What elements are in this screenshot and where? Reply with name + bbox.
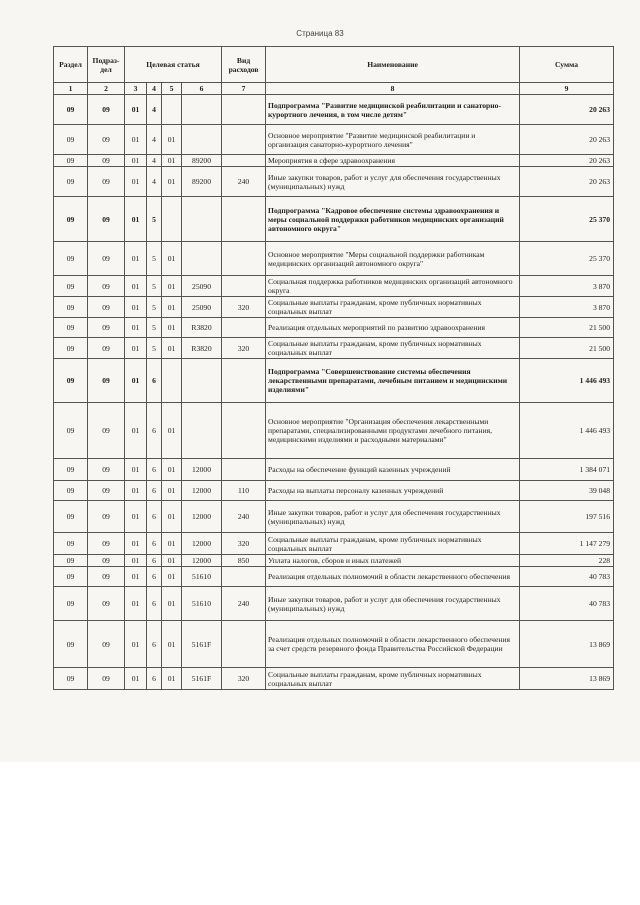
cell-target-event: 01 [162, 481, 182, 501]
cell-target-subprogram: 5 [147, 338, 162, 359]
cell-target-subprogram: 5 [147, 318, 162, 338]
cell-target-subprogram: 5 [147, 276, 162, 297]
cell-sum: 20 263 [520, 155, 614, 167]
cell-vid-raskhodov [222, 242, 266, 276]
cell-razdel: 09 [54, 587, 88, 621]
cell-name: Подпрограмма "Совершенствование системы обеспечения лекарственными препаратами, лечебным питанием и медицинскими изделиями" [266, 359, 520, 403]
cell-name: Основное мероприятие "Меры социальной поддержки работникам медицинских организаций автономного округа" [266, 242, 520, 276]
cell-vid-raskhodov [222, 197, 266, 242]
cell-podrazdel: 09 [88, 125, 125, 155]
cell-name: Иные закупки товаров, работ и услуг для обеспечения государственных (муниципальных) нужд [266, 167, 520, 197]
cell-name: Расходы на обеспечение функций казенных учреждений [266, 459, 520, 481]
header-sum: Сумма [520, 47, 614, 83]
table-row [54, 567, 614, 587]
cell-vid-raskhodov [222, 95, 266, 125]
table-row [54, 359, 614, 403]
column-number-row [54, 83, 614, 95]
cell-target-direction [182, 95, 222, 125]
cell-razdel: 09 [54, 555, 88, 567]
cell-podrazdel: 09 [88, 155, 125, 167]
cell-target-event: 01 [162, 587, 182, 621]
cell-vid-raskhodov: 320 [222, 668, 266, 690]
table-row [54, 155, 614, 167]
cell-razdel: 09 [54, 155, 88, 167]
cell-target-subprogram: 6 [147, 621, 162, 668]
cell-target-direction: 12000 [182, 555, 222, 567]
cell-target-event: 01 [162, 318, 182, 338]
cell-target-program: 01 [125, 318, 147, 338]
cell-sum: 21 500 [520, 338, 614, 359]
cell-vid-raskhodov [222, 318, 266, 338]
cell-vid-raskhodov: 240 [222, 167, 266, 197]
cell-target-program: 01 [125, 459, 147, 481]
cell-target-subprogram: 6 [147, 459, 162, 481]
table-row [54, 297, 614, 318]
table-row [54, 403, 614, 459]
col-number: 5 [162, 83, 182, 95]
col-number: 6 [182, 83, 222, 95]
cell-target-program: 01 [125, 668, 147, 690]
table-row [54, 125, 614, 155]
cell-name: Социальные выплаты гражданам, кроме публичных нормативных социальных выплат [266, 668, 520, 690]
cell-target-direction: 12000 [182, 459, 222, 481]
cell-target-event: 01 [162, 167, 182, 197]
cell-target-program: 01 [125, 621, 147, 668]
page-number-label: Страница 83 [296, 29, 344, 38]
cell-podrazdel: 09 [88, 668, 125, 690]
col-number: 9 [520, 83, 614, 95]
table-row [54, 501, 614, 533]
cell-razdel: 09 [54, 242, 88, 276]
cell-target-event: 01 [162, 155, 182, 167]
cell-target-subprogram: 6 [147, 567, 162, 587]
cell-razdel: 09 [54, 276, 88, 297]
cell-target-program: 01 [125, 359, 147, 403]
cell-target-program: 01 [125, 481, 147, 501]
col-number: 8 [266, 83, 520, 95]
cell-vid-raskhodov [222, 125, 266, 155]
col-number: 3 [125, 83, 147, 95]
cell-target-direction: 25090 [182, 297, 222, 318]
cell-target-event [162, 197, 182, 242]
table-row [54, 167, 614, 197]
cell-name: Основное мероприятие "Организация обеспечения лекарственными препаратами, специализированными продуктами лечебного питания, медицинскими изделиями и расходными материалами" [266, 403, 520, 459]
cell-target-direction: R3820 [182, 318, 222, 338]
cell-target-event: 01 [162, 555, 182, 567]
col-number: 1 [54, 83, 88, 95]
cell-target-direction [182, 242, 222, 276]
cell-razdel: 09 [54, 459, 88, 481]
cell-razdel: 09 [54, 125, 88, 155]
cell-target-subprogram: 6 [147, 481, 162, 501]
col-number: 2 [88, 83, 125, 95]
cell-target-program: 01 [125, 125, 147, 155]
cell-target-subprogram: 5 [147, 297, 162, 318]
cell-sum: 1 147 279 [520, 533, 614, 555]
cell-target-program: 01 [125, 276, 147, 297]
cell-razdel: 09 [54, 318, 88, 338]
table-header-row [54, 47, 614, 83]
cell-podrazdel: 09 [88, 567, 125, 587]
cell-name: Подпрограмма "Развитие медицинской реабилитации и санаторно-курортного лечения, в том числе детям" [266, 95, 520, 125]
cell-sum: 39 048 [520, 481, 614, 501]
cell-target-event: 01 [162, 403, 182, 459]
cell-target-direction [182, 359, 222, 403]
cell-razdel: 09 [54, 197, 88, 242]
cell-target-program: 01 [125, 403, 147, 459]
cell-target-event [162, 95, 182, 125]
cell-podrazdel: 09 [88, 501, 125, 533]
cell-sum: 228 [520, 555, 614, 567]
cell-sum: 25 370 [520, 197, 614, 242]
cell-target-subprogram: 6 [147, 555, 162, 567]
cell-target-program: 01 [125, 555, 147, 567]
cell-podrazdel: 09 [88, 276, 125, 297]
cell-target-direction: 12000 [182, 501, 222, 533]
cell-vid-raskhodov: 240 [222, 587, 266, 621]
cell-razdel: 09 [54, 403, 88, 459]
cell-podrazdel: 09 [88, 533, 125, 555]
cell-podrazdel: 09 [88, 167, 125, 197]
cell-vid-raskhodov: 320 [222, 338, 266, 359]
cell-sum: 1 446 493 [520, 403, 614, 459]
cell-sum: 1 384 071 [520, 459, 614, 481]
col-number: 7 [222, 83, 266, 95]
cell-target-program: 01 [125, 587, 147, 621]
cell-sum: 13 869 [520, 668, 614, 690]
cell-podrazdel: 09 [88, 403, 125, 459]
table-row [54, 668, 614, 690]
cell-name: Подпрограмма "Кадровое обеспечение системы здравоохранения и меры социальной поддержки работников медицинских организаций автономного округа" [266, 197, 520, 242]
header-podrazdel: Подраз-дел [88, 47, 125, 83]
cell-sum: 1 446 493 [520, 359, 614, 403]
cell-target-subprogram: 4 [147, 155, 162, 167]
col-number: 4 [147, 83, 162, 95]
table-row [54, 555, 614, 567]
cell-name: Основное мероприятие "Развитие медицинской реабилитации и организация санаторно-курортного лечения" [266, 125, 520, 155]
cell-sum: 20 263 [520, 95, 614, 125]
cell-target-subprogram: 5 [147, 242, 162, 276]
cell-sum: 3 870 [520, 276, 614, 297]
cell-podrazdel: 09 [88, 297, 125, 318]
cell-target-event: 01 [162, 242, 182, 276]
cell-sum: 20 263 [520, 125, 614, 155]
table-row [54, 587, 614, 621]
cell-target-event: 01 [162, 276, 182, 297]
cell-vid-raskhodov [222, 403, 266, 459]
cell-name: Реализация отдельных полномочий в области лекарственного обеспечения [266, 567, 520, 587]
cell-target-event: 01 [162, 459, 182, 481]
cell-vid-raskhodov [222, 621, 266, 668]
header-name: Наименование [266, 47, 520, 83]
cell-name: Иные закупки товаров, работ и услуг для обеспечения государственных (муниципальных) нужд [266, 501, 520, 533]
cell-target-event: 01 [162, 338, 182, 359]
table-row [54, 621, 614, 668]
cell-podrazdel: 09 [88, 242, 125, 276]
cell-podrazdel: 09 [88, 95, 125, 125]
cell-target-event: 01 [162, 501, 182, 533]
cell-target-direction: 25090 [182, 276, 222, 297]
cell-target-program: 01 [125, 242, 147, 276]
cell-razdel: 09 [54, 668, 88, 690]
cell-sum: 25 370 [520, 242, 614, 276]
cell-target-subprogram: 6 [147, 668, 162, 690]
cell-target-subprogram: 6 [147, 359, 162, 403]
cell-target-subprogram: 6 [147, 403, 162, 459]
cell-vid-raskhodov: 240 [222, 501, 266, 533]
cell-name: Социальные выплаты гражданам, кроме публичных нормативных социальных выплат [266, 297, 520, 318]
table-body [54, 95, 614, 690]
table-row [54, 533, 614, 555]
cell-vid-raskhodov: 320 [222, 297, 266, 318]
cell-vid-raskhodov: 850 [222, 555, 266, 567]
cell-vid-raskhodov [222, 567, 266, 587]
cell-podrazdel: 09 [88, 587, 125, 621]
cell-sum: 40 783 [520, 587, 614, 621]
cell-name: Мероприятия в сфере здравоохранения [266, 155, 520, 167]
cell-podrazdel: 09 [88, 318, 125, 338]
cell-vid-raskhodov [222, 155, 266, 167]
table-row [54, 318, 614, 338]
cell-razdel: 09 [54, 167, 88, 197]
cell-target-direction [182, 197, 222, 242]
cell-name: Реализация отдельных полномочий в области лекарственного обеспечения за счет средств резервного фонда Правительства Российской Федерации [266, 621, 520, 668]
cell-target-program: 01 [125, 533, 147, 555]
cell-razdel: 09 [54, 95, 88, 125]
cell-razdel: 09 [54, 567, 88, 587]
table-row [54, 481, 614, 501]
cell-target-program: 01 [125, 167, 147, 197]
cell-podrazdel: 09 [88, 459, 125, 481]
cell-target-direction [182, 125, 222, 155]
cell-sum: 197 516 [520, 501, 614, 533]
cell-vid-raskhodov [222, 276, 266, 297]
table-row [54, 95, 614, 125]
cell-target-program: 01 [125, 197, 147, 242]
cell-target-event: 01 [162, 621, 182, 668]
cell-target-direction: 12000 [182, 533, 222, 555]
cell-sum: 40 783 [520, 567, 614, 587]
cell-target-event: 01 [162, 668, 182, 690]
table-row [54, 338, 614, 359]
table-row [54, 276, 614, 297]
cell-target-event: 01 [162, 297, 182, 318]
cell-target-event: 01 [162, 567, 182, 587]
cell-target-subprogram: 4 [147, 167, 162, 197]
cell-razdel: 09 [54, 621, 88, 668]
cell-name: Реализация отдельных мероприятий по развитию здравоохранения [266, 318, 520, 338]
cell-target-direction: 12000 [182, 481, 222, 501]
header-razdel: Раздел [54, 47, 88, 83]
cell-target-program: 01 [125, 297, 147, 318]
cell-razdel: 09 [54, 501, 88, 533]
cell-name: Социальные выплаты гражданам, кроме публичных нормативных социальных выплат [266, 533, 520, 555]
cell-sum: 3 870 [520, 297, 614, 318]
table-row [54, 242, 614, 276]
cell-name: Социальные выплаты гражданам, кроме публичных нормативных социальных выплат [266, 338, 520, 359]
cell-razdel: 09 [54, 533, 88, 555]
cell-target-program: 01 [125, 567, 147, 587]
cell-sum: 20 263 [520, 167, 614, 197]
cell-target-program: 01 [125, 501, 147, 533]
cell-podrazdel: 09 [88, 197, 125, 242]
cell-target-subprogram: 5 [147, 197, 162, 242]
cell-name: Уплата налогов, сборов и иных платежей [266, 555, 520, 567]
cell-name: Расходы на выплаты персоналу казенных учреждений [266, 481, 520, 501]
cell-target-direction: 89200 [182, 155, 222, 167]
cell-razdel: 09 [54, 481, 88, 501]
cell-target-subprogram: 6 [147, 501, 162, 533]
cell-target-direction: 5161F [182, 668, 222, 690]
header-vid-raskhodov: Вид расходов [222, 47, 266, 83]
cell-vid-raskhodov [222, 359, 266, 403]
table-row [54, 459, 614, 481]
cell-target-subprogram: 4 [147, 95, 162, 125]
cell-podrazdel: 09 [88, 338, 125, 359]
cell-target-program: 01 [125, 155, 147, 167]
cell-podrazdel: 09 [88, 481, 125, 501]
cell-sum: 21 500 [520, 318, 614, 338]
cell-sum: 13 869 [520, 621, 614, 668]
cell-target-program: 01 [125, 95, 147, 125]
cell-target-subprogram: 6 [147, 533, 162, 555]
budget-table [53, 46, 614, 690]
cell-target-program: 01 [125, 338, 147, 359]
cell-podrazdel: 09 [88, 555, 125, 567]
cell-podrazdel: 09 [88, 359, 125, 403]
cell-target-direction: 89200 [182, 167, 222, 197]
cell-podrazdel: 09 [88, 621, 125, 668]
cell-target-direction: 51610 [182, 567, 222, 587]
cell-razdel: 09 [54, 338, 88, 359]
cell-target-direction: R3820 [182, 338, 222, 359]
table-row [54, 197, 614, 242]
cell-vid-raskhodov: 110 [222, 481, 266, 501]
cell-target-event: 01 [162, 533, 182, 555]
cell-target-subprogram: 6 [147, 587, 162, 621]
cell-target-event: 01 [162, 125, 182, 155]
cell-vid-raskhodov: 320 [222, 533, 266, 555]
cell-target-subprogram: 4 [147, 125, 162, 155]
cell-razdel: 09 [54, 297, 88, 318]
cell-target-direction [182, 403, 222, 459]
cell-name: Социальная поддержка работников медицинских организаций автономного округа [266, 276, 520, 297]
cell-name: Иные закупки товаров, работ и услуг для обеспечения государственных (муниципальных) нужд [266, 587, 520, 621]
cell-target-event [162, 359, 182, 403]
cell-vid-raskhodov [222, 459, 266, 481]
header-target-article: Целевая статья [125, 47, 222, 83]
cell-razdel: 09 [54, 359, 88, 403]
cell-target-direction: 51610 [182, 587, 222, 621]
cell-target-direction: 5161F [182, 621, 222, 668]
